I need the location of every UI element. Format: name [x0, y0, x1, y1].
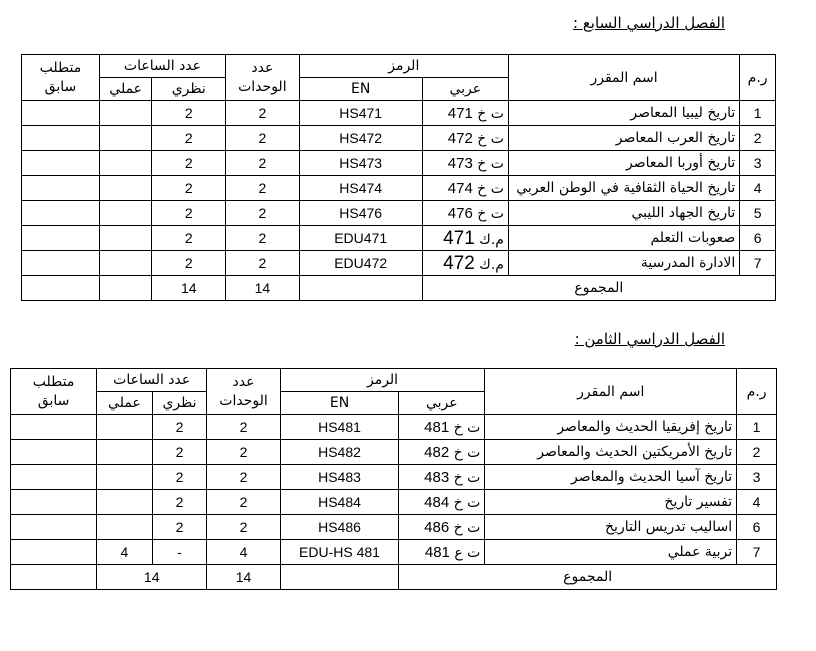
course-code-ar-number: 471	[447, 104, 473, 122]
practical-hours	[99, 151, 152, 176]
units-value: 2	[207, 415, 280, 440]
course-code-ar-number: 471	[443, 227, 475, 249]
prereq-value	[11, 515, 97, 540]
row-number: 3	[737, 465, 777, 490]
units-value: 2	[226, 151, 300, 176]
course-name: الادارة المدرسية	[508, 251, 739, 276]
course-code-en: HS482	[280, 440, 399, 465]
prereq-value	[22, 101, 100, 126]
header-practical: عملي	[99, 78, 152, 101]
course-code-ar-number: 472	[447, 129, 473, 147]
course-code-ar-prefix: ت خ	[477, 155, 504, 172]
units-value: 2	[226, 201, 300, 226]
table-row	[22, 226, 776, 251]
header-prereq: متطلب سابق	[11, 369, 97, 415]
table-row	[22, 126, 776, 151]
theory-hours: 2	[152, 251, 226, 276]
course-name: تاريخ إفريقيا الحديث والمعاصر	[485, 415, 737, 440]
course-code-ar	[422, 251, 508, 276]
header-units: عدد الوحدات	[207, 369, 280, 415]
total-units: 14	[207, 565, 280, 590]
total-practical-cell	[99, 276, 152, 301]
course-code-ar-prefix: ت خ	[453, 519, 481, 536]
course-code-ar-prefix: ت خ	[453, 419, 481, 436]
course-code-en: HS481	[280, 415, 399, 440]
row-number: 5	[740, 201, 776, 226]
header-code: الرمز	[280, 369, 485, 392]
course-code-ar-number: 473	[447, 154, 473, 172]
course-code-ar-prefix: ت خ	[453, 444, 481, 461]
course-code-ar-prefix: م.ك	[479, 231, 504, 248]
total-code-en-cell	[299, 276, 422, 301]
total-label: المجموع	[399, 565, 777, 590]
course-name: تاريخ الحياة الثقافية في الوطن العربي	[508, 176, 739, 201]
course-code-en: HS471	[299, 101, 422, 126]
course-code-ar	[422, 126, 508, 151]
course-code-ar-prefix: ت خ	[453, 469, 481, 486]
table-row	[11, 540, 777, 565]
row-number: 6	[737, 515, 777, 540]
header-prereq: متطلب سابق	[22, 55, 100, 101]
practical-hours	[99, 101, 152, 126]
practical-hours	[97, 515, 153, 540]
practical-hours	[97, 440, 153, 465]
course-code-ar	[399, 515, 485, 540]
course-name: صعوبات التعلم	[508, 226, 739, 251]
header-rownum: ر.م	[737, 369, 777, 415]
total-theory: 14	[152, 276, 226, 301]
course-name: تاريخ ليبيا المعاصر	[508, 101, 739, 126]
header-code: الرمز	[299, 55, 508, 78]
header-code-ar: عربي	[422, 78, 508, 101]
table-row	[11, 490, 777, 515]
theory-hours: 2	[152, 440, 207, 465]
course-code-ar-number: 481	[424, 418, 450, 436]
semester7-title: الفصل الدراسي السابع :	[573, 14, 725, 32]
course-code-ar-prefix: ت خ	[477, 130, 504, 147]
theory-hours: 2	[152, 226, 226, 251]
row-number: 2	[737, 440, 777, 465]
row-number: 7	[740, 251, 776, 276]
semester8-table	[10, 368, 777, 590]
course-code-en: EDU471	[299, 226, 422, 251]
prereq-value	[22, 126, 100, 151]
theory-hours: 2	[152, 465, 207, 490]
course-code-en: HS473	[299, 151, 422, 176]
prereq-value	[22, 151, 100, 176]
header-code-en: EN	[299, 78, 422, 101]
course-code-ar	[422, 151, 508, 176]
prereq-value	[22, 226, 100, 251]
header-code-en: EN	[280, 392, 399, 415]
prereq-value	[22, 176, 100, 201]
table-row	[22, 101, 776, 126]
course-name: تاريخ الأمريكتين الحديث والمعاصر	[485, 440, 737, 465]
semester8-title: الفصل الدراسي الثامن :	[574, 330, 725, 348]
table-row	[22, 201, 776, 226]
table-row	[11, 415, 777, 440]
units-value: 2	[207, 465, 280, 490]
theory-hours: 2	[152, 126, 226, 151]
row-number: 7	[737, 540, 777, 565]
prereq-value	[11, 490, 97, 515]
prereq-value	[11, 540, 97, 565]
prereq-value	[11, 465, 97, 490]
units-value: 2	[226, 126, 300, 151]
theory-hours: 2	[152, 515, 207, 540]
theory-hours: 2	[152, 490, 207, 515]
course-code-ar	[399, 440, 485, 465]
practical-hours	[97, 490, 153, 515]
total-code-en-cell	[280, 565, 399, 590]
theory-hours: 2	[152, 176, 226, 201]
prereq-value	[11, 440, 97, 465]
course-code-ar	[422, 201, 508, 226]
header-course-name: اسم المقرر	[485, 369, 737, 415]
practical-hours	[97, 465, 153, 490]
total-hours: 14	[97, 565, 207, 590]
course-code-ar	[422, 101, 508, 126]
header-hours: عدد الساعات	[97, 369, 207, 392]
course-name: تاريخ الجهاد الليبي	[508, 201, 739, 226]
table-row	[22, 176, 776, 201]
theory-hours: 2	[152, 415, 207, 440]
course-code-en: EDU-HS 481	[280, 540, 399, 565]
course-code-ar-number: 476	[447, 204, 473, 222]
header-units: عدد الوحدات	[226, 55, 300, 101]
course-code-ar	[399, 540, 485, 565]
course-name: اساليب تدريس التاريخ	[485, 515, 737, 540]
prereq-value	[22, 201, 100, 226]
header-rownum: ر.م	[740, 55, 776, 101]
table-row	[11, 515, 777, 540]
course-code-en: HS474	[299, 176, 422, 201]
course-code-ar-number: 481	[424, 543, 450, 561]
total-prereq-cell	[22, 276, 100, 301]
header-practical: عملي	[97, 392, 153, 415]
theory-hours: -	[152, 540, 207, 565]
row-number: 6	[740, 226, 776, 251]
course-code-ar-number: 482	[424, 443, 450, 461]
course-name: تربية عملي	[485, 540, 737, 565]
course-code-ar	[422, 226, 508, 251]
practical-hours	[99, 126, 152, 151]
header-code-ar: عربي	[399, 392, 485, 415]
table-row	[22, 151, 776, 176]
header-course-name: اسم المقرر	[508, 55, 739, 101]
practical-hours	[99, 201, 152, 226]
row-number: 4	[737, 490, 777, 515]
course-code-ar-prefix: ت خ	[477, 105, 504, 122]
course-code-ar-number: 483	[424, 468, 450, 486]
course-code-ar-number: 484	[424, 493, 450, 511]
practical-hours	[97, 415, 153, 440]
course-code-ar-prefix: ت خ	[477, 180, 504, 197]
practical-hours	[99, 176, 152, 201]
course-code-ar-number: 474	[447, 179, 473, 197]
units-value: 2	[226, 176, 300, 201]
course-code-ar-prefix: ت ع	[454, 544, 481, 561]
course-code-en: HS483	[280, 465, 399, 490]
units-value: 2	[226, 226, 300, 251]
units-value: 2	[207, 440, 280, 465]
course-code-ar	[399, 415, 485, 440]
course-code-ar	[399, 490, 485, 515]
total-prereq-cell	[11, 565, 97, 590]
course-code-en: HS472	[299, 126, 422, 151]
theory-hours: 2	[152, 201, 226, 226]
course-name: تاريخ أوربا المعاصر	[508, 151, 739, 176]
practical-hours	[99, 251, 152, 276]
header-theory: نظري	[152, 78, 226, 101]
course-code-en: HS486	[280, 515, 399, 540]
course-code-en: EDU472	[299, 251, 422, 276]
course-code-ar-number: 472	[443, 252, 475, 274]
row-number: 1	[737, 415, 777, 440]
course-code-ar-prefix: م.ك	[479, 256, 504, 273]
practical-hours: 4	[97, 540, 153, 565]
row-number: 2	[740, 126, 776, 151]
prereq-value	[22, 251, 100, 276]
theory-hours: 2	[152, 101, 226, 126]
row-number: 3	[740, 151, 776, 176]
course-name: تاريخ العرب المعاصر	[508, 126, 739, 151]
header-theory: نظري	[152, 392, 207, 415]
course-code-ar-number: 486	[424, 518, 450, 536]
total-units: 14	[226, 276, 300, 301]
course-code-ar	[422, 176, 508, 201]
row-number: 1	[740, 101, 776, 126]
units-value: 4	[207, 540, 280, 565]
total-label: المجموع	[422, 276, 775, 301]
table-row	[11, 465, 777, 490]
table-row	[22, 251, 776, 276]
units-value: 2	[207, 515, 280, 540]
units-value: 2	[226, 251, 300, 276]
row-number: 4	[740, 176, 776, 201]
course-code-en: HS476	[299, 201, 422, 226]
units-value: 2	[226, 101, 300, 126]
units-value: 2	[207, 490, 280, 515]
theory-hours: 2	[152, 151, 226, 176]
practical-hours	[99, 226, 152, 251]
prereq-value	[11, 415, 97, 440]
semester7-table	[21, 54, 776, 301]
course-name: تفسير تاريخ	[485, 490, 737, 515]
course-code-ar-prefix: ت خ	[477, 205, 504, 222]
table-row	[11, 440, 777, 465]
course-name: تاريخ آسيا الحديث والمعاصر	[485, 465, 737, 490]
course-code-ar	[399, 465, 485, 490]
header-hours: عدد الساعات	[99, 55, 225, 78]
course-code-en: HS484	[280, 490, 399, 515]
course-code-ar-prefix: ت خ	[453, 494, 481, 511]
